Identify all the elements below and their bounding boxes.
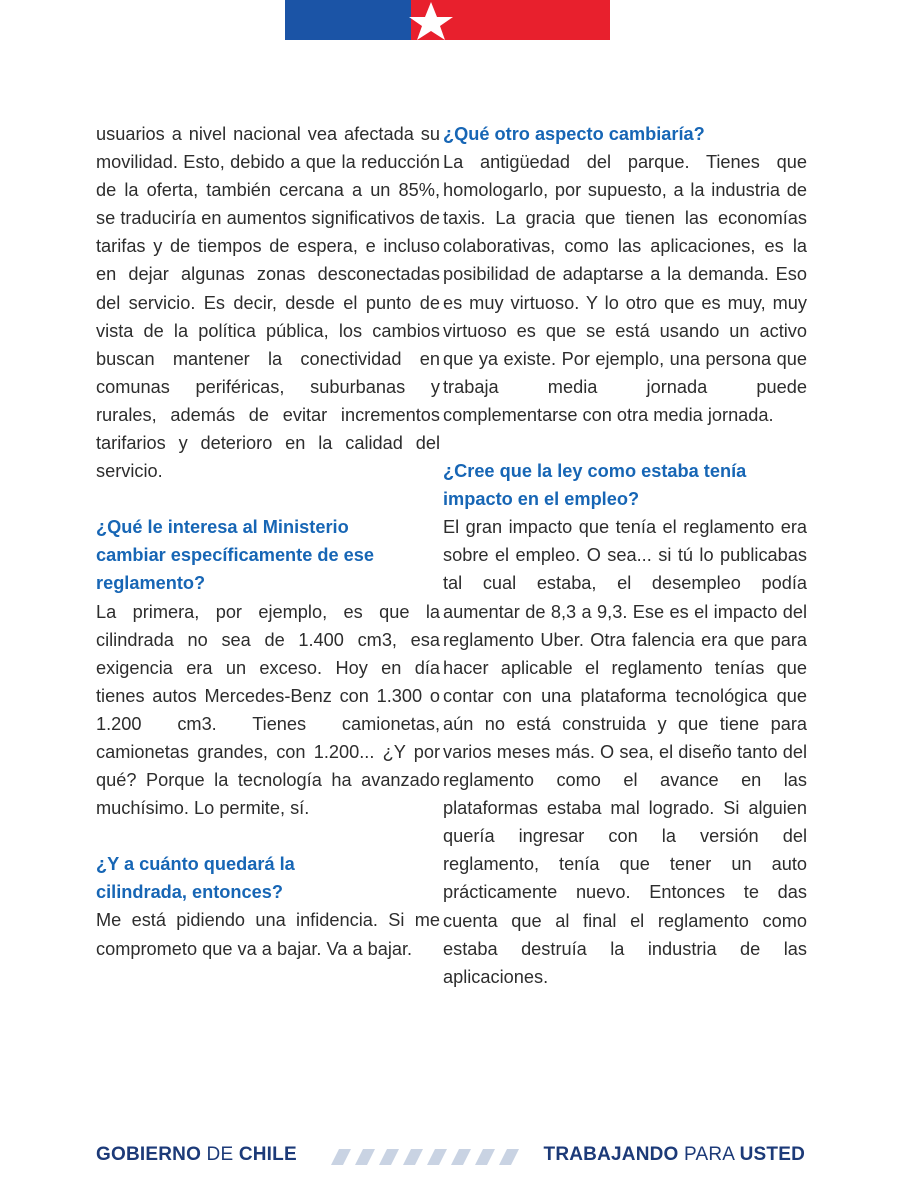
left-question-2: ¿Y a cuánto quedará la cilindrada, entonces? [96,854,295,903]
star-icon [401,0,461,41]
footer-left-word-3: CHILE [238,1144,297,1165]
footer-left-word-2: DE [206,1144,234,1165]
left-paragraph-intro: usuarios a nivel nacional vea afectada su movilidad. Esto, debido a que la reducción de la oferta, también cercana a un 85%, se traduciría en aumentos significativos de tarifas y de tiempos de espera, e incluso en dejar algunas zonas desconectadas del servicio. Es decir, desde el punto de vista de la política pública, los cambios buscan mantener la conectividad en comunas periféricas, suburbanas y rurales, además de evitar incrementos tarifarios y deterioro en la calidad del servicio. [96,124,440,482]
left-column [96,120,440,963]
footer-right-word-3: USTED [739,1144,805,1165]
right-question-1: ¿Qué otro aspecto cambiaría? [443,124,705,144]
footer-trabajando-para-usted [544,1144,805,1166]
right-answer-1: La antigüedad del parque. Tienes que homologarlo, por supuesto, a la industria de taxis. La gracia que tienen las economías colaborativas, como las aplicaciones, es la posibilidad de adaptarse a la demanda. Eso es muy virtuoso. Y lo otro que es muy, muy virtuoso es que se está usando un activo que ya existe. Por ejemplo, una persona que trabaja media jornada puede complementarse con otra media jornada. [443,152,807,425]
flag-blue-block [285,0,411,40]
footer-gobierno-de-chile [96,1144,297,1166]
footer-right-word-2: PARA [684,1144,735,1165]
left-answer-2: Me está pidiendo una infidencia. Si me comprometo que va a bajar. Va a bajar. [96,910,440,959]
footer-stripes-decoration [325,1149,525,1165]
right-column [443,120,807,991]
right-question-2: ¿Cree que la ley como estaba tenía impacto en el empleo? [443,461,747,510]
left-answer-1: La primera, por ejemplo, es que la cilindrada no sea de 1.400 cm3, esa exigencia era un exceso. Hoy en día tienes autos Mercedes-Benz con 1.300 o 1.200 cm3. Tienes camionetas, camionetas grandes, con 1.200... ¿Y por qué? Porque la tecnología ha avanzado muchísimo. Lo permite, sí. [96,601,440,819]
left-question-1: ¿Qué le interesa al Ministerio cambiar específicamente de ese reglamento? [96,517,375,594]
footer-right-word-1: TRABAJANDO [543,1144,679,1165]
footer-left-word-1: GOBIERNO [96,1144,202,1165]
right-answer-2: El gran impacto que tenía el reglamento era sobre el empleo. O sea... si tú lo publicabas tal cual estaba, el desempleo podía aumentar de 8,3 a 9,3. Ese es el impacto del reglamento Uber. Otra falencia era que para hacer aplicable el reglamento tenías que contar con una plataforma tecnológica que aún no está construida y que tiene para varios meses más. O sea, el diseño tanto del reglamento como el avance en las plataformas estaba mal logrado. Si alguien quería ingresar con la versión del reglamento, tenía que tener un auto prácticamente nuevo. Entonces te das cuenta que al final el reglamento como estaba destruía la industria de las aplicaciones. [443,517,807,987]
